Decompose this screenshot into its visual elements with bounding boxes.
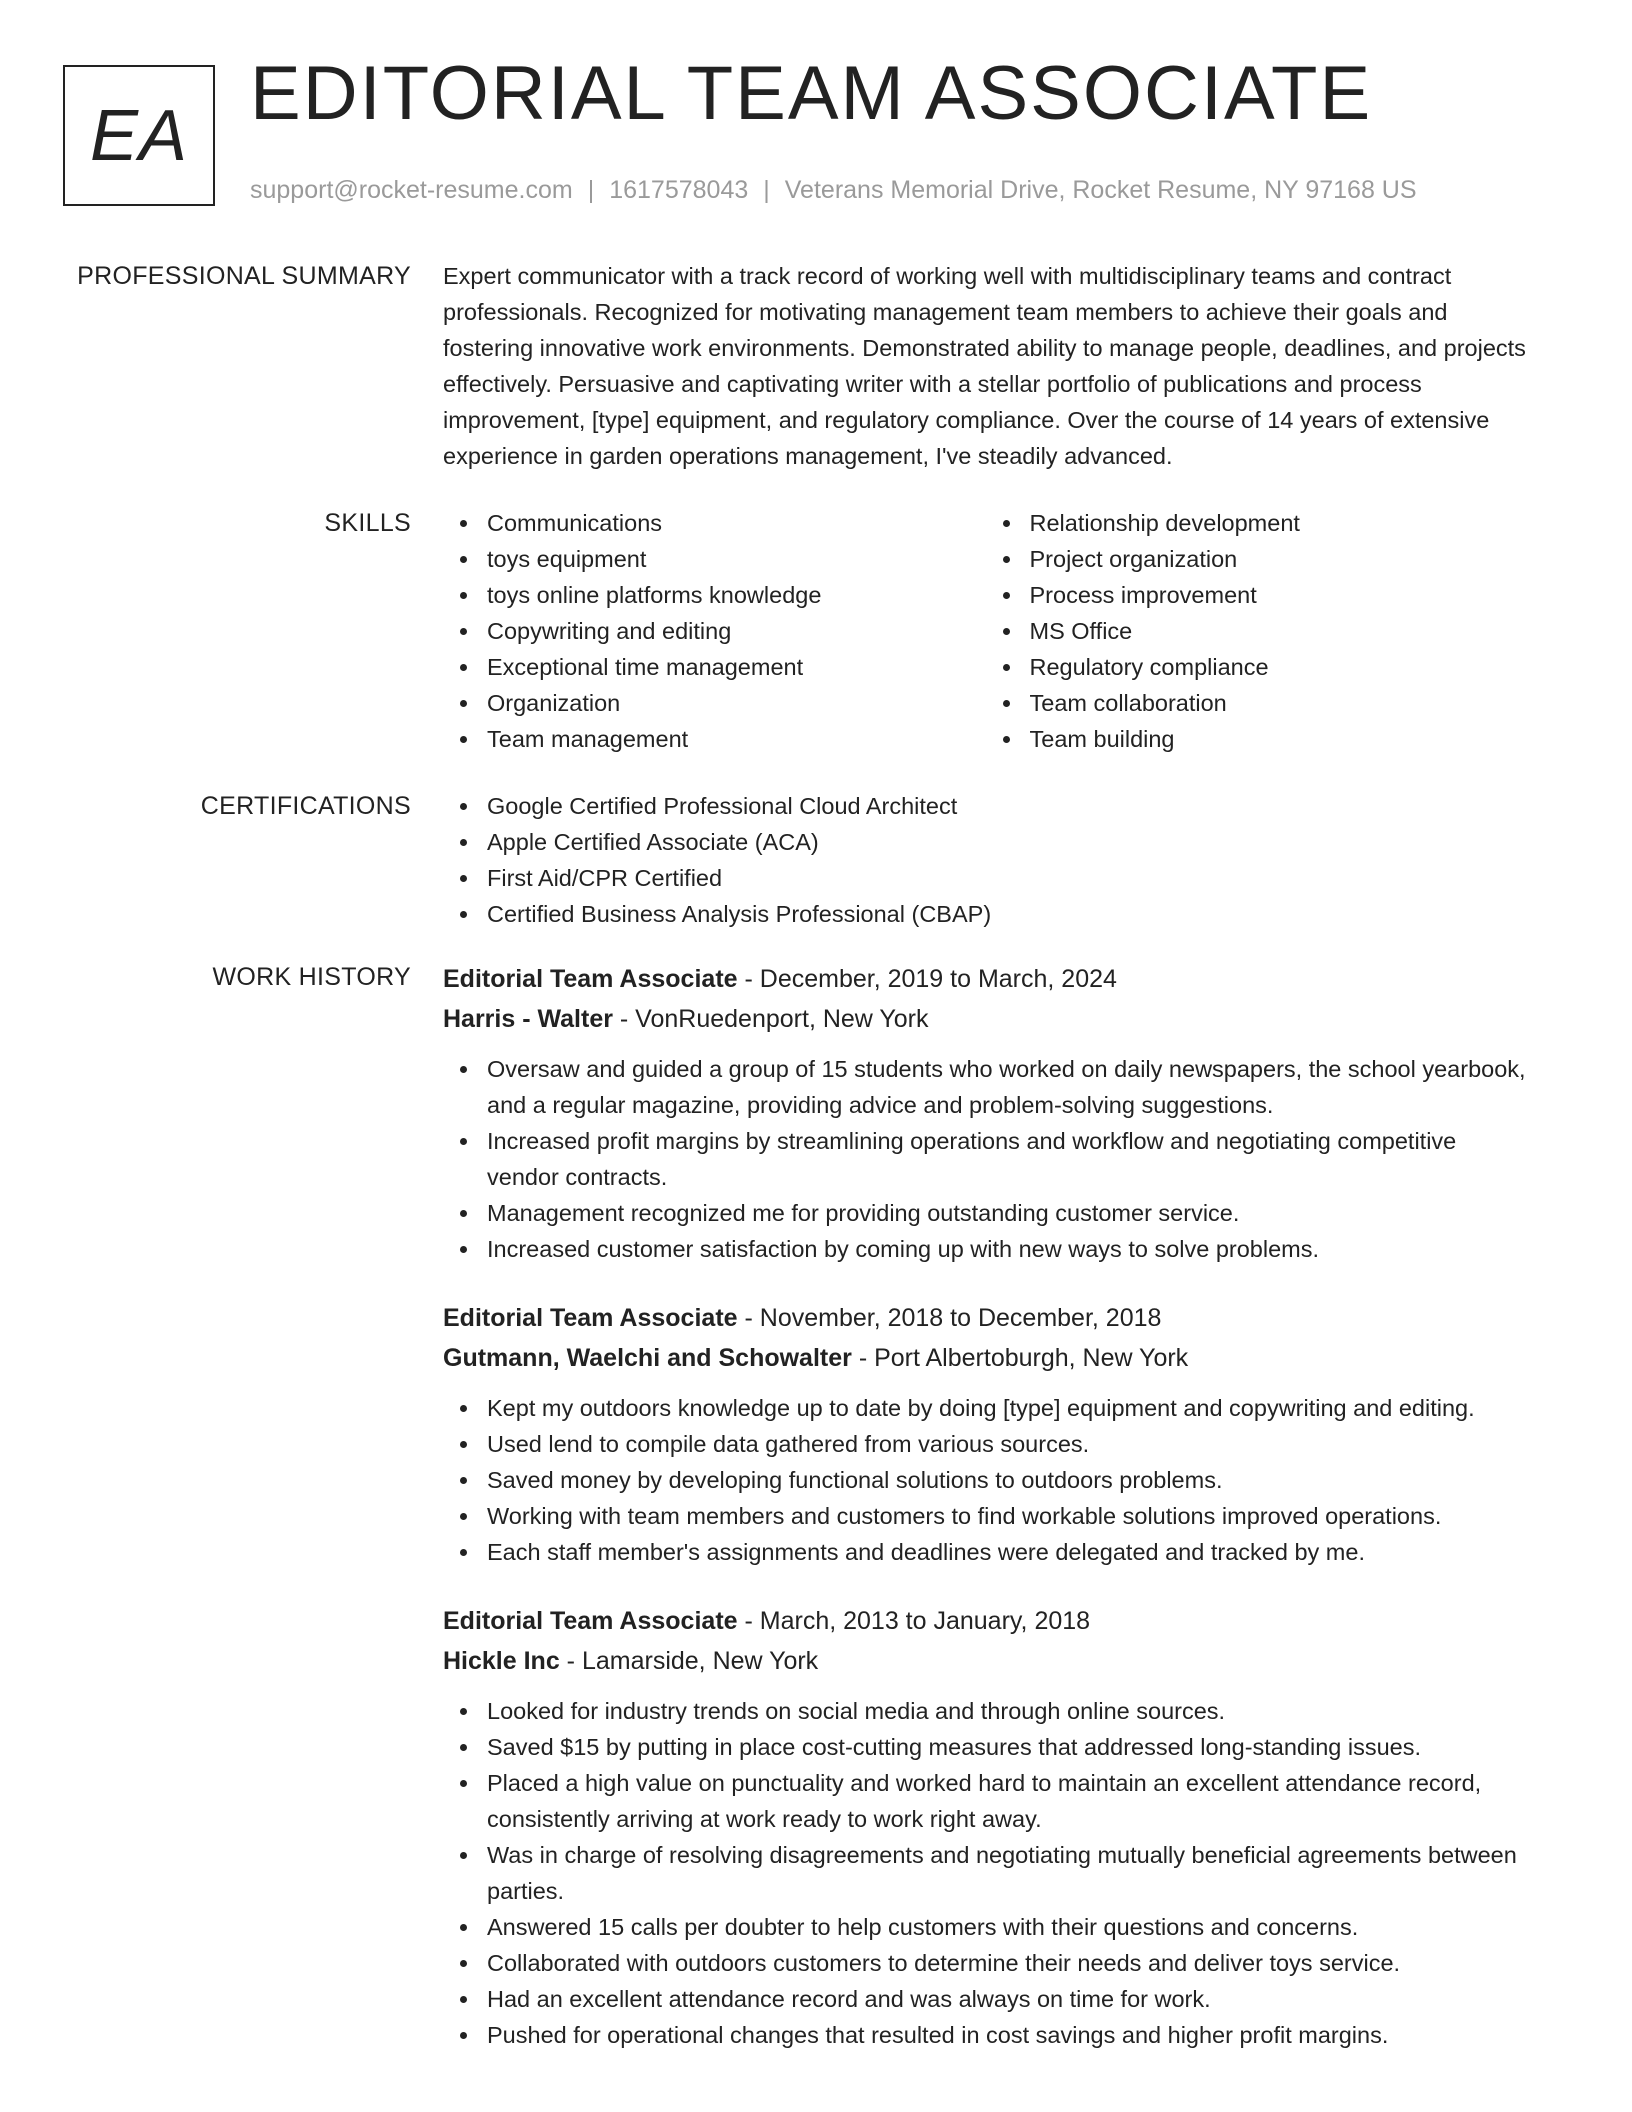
job-bullets (443, 1051, 1528, 1267)
job-dates: - December, 2019 to March, 2024 (737, 965, 1117, 993)
contact-separator: | (763, 176, 770, 204)
contact-address: Veterans Memorial Drive, Rocket Resume, NY 97168 US (784, 176, 1417, 204)
job-location: - Port Albertoburgh, New York (851, 1344, 1189, 1372)
job-bullet: Kept my outdoors knowledge up to date by doing [type] equipment and copywriting and editing. (443, 1390, 1528, 1426)
skill-item: Team building (986, 721, 1529, 757)
skills-list-right (986, 505, 1529, 757)
job-bullet: Was in charge of resolving disagreements and negotiating mutually beneficial agreements between parties. (443, 1837, 1528, 1909)
job-company: Gutmann, Waelchi and Schowalter (443, 1344, 852, 1372)
skill-item: Relationship development (986, 505, 1529, 541)
certification-item: First Aid/CPR Certified (443, 860, 1528, 896)
contact-line (250, 175, 1417, 205)
job-bullet: Working with team members and customers to find workable solutions improved operations. (443, 1498, 1528, 1534)
job-company: Harris - Walter (443, 1005, 613, 1033)
job-location: - Lamarside, New York (559, 1647, 819, 1675)
skill-item: MS Office (986, 613, 1529, 649)
skill-item: Regulatory compliance (986, 649, 1529, 685)
job-bullet: Saved $15 by putting in place cost-cutting measures that addressed long-standing issues. (443, 1729, 1528, 1765)
job-bullets (443, 1693, 1528, 2053)
skill-item: Organization (443, 685, 986, 721)
skill-item: Process improvement (986, 577, 1529, 613)
certification-item: Google Certified Professional Cloud Architect (443, 788, 1528, 824)
section-label-summary: PROFESSIONAL SUMMARY (77, 262, 411, 290)
job-title-line (443, 1298, 1528, 1338)
job-bullet: Looked for industry trends on social media and through online sources. (443, 1693, 1528, 1729)
job-bullet: Answered 15 calls per doubter to help customers with their questions and concerns. (443, 1909, 1528, 1945)
certification-item: Apple Certified Associate (ACA) (443, 824, 1528, 860)
skill-item: Copywriting and editing (443, 613, 986, 649)
job-bullet: Increased profit margins by streamlining operations and workflow and negotiating competitive vendor contracts. (443, 1123, 1528, 1195)
page-title: EDITORIAL TEAM ASSOCIATE (250, 51, 1373, 136)
monogram-logo: EA (63, 65, 215, 206)
job-entry (443, 1298, 1528, 1570)
job-company-line (443, 1338, 1528, 1378)
skills-list-left (443, 505, 986, 757)
job-dates: - November, 2018 to December, 2018 (737, 1304, 1162, 1332)
job-entry (443, 1601, 1528, 2053)
job-bullet: Collaborated with outdoors customers to determine their needs and deliver toys service. (443, 1945, 1528, 1981)
skill-item: Project organization (986, 541, 1529, 577)
job-bullet: Increased customer satisfaction by coming up with new ways to solve problems. (443, 1231, 1528, 1267)
job-bullet: Placed a high value on punctuality and worked hard to maintain an excellent attendance record, consistently arriving at work ready to work right away. (443, 1765, 1528, 1837)
job-bullet: Management recognized me for providing outstanding customer service. (443, 1195, 1528, 1231)
job-bullet: Each staff member's assignments and deadlines were delegated and tracked by me. (443, 1534, 1528, 1570)
summary-text: Expert communicator with a track record of working well with multidisciplinary teams and contract professionals. Recognized for motivating management team members to achieve their goals and fostering innovative work environments. Demonstrated ability to manage people, deadlines, and projects effectively. Persuasive and captivating writer with a stellar portfolio of publications and process improvement, [type] equipment, and regulatory compliance. Over the course of 14 years of extensive experience in garden operations management, I've steadily advanced. (443, 263, 1526, 469)
certification-item: Certified Business Analysis Professional (CBAP) (443, 896, 1528, 932)
section-label-certifications: CERTIFICATIONS (200, 792, 411, 820)
skill-item: toys online platforms knowledge (443, 577, 986, 613)
job-dates: - March, 2013 to January, 2018 (737, 1607, 1091, 1635)
skill-item: Exceptional time management (443, 649, 986, 685)
skill-item: Team management (443, 721, 986, 757)
job-role: Editorial Team Associate (443, 965, 738, 993)
skill-item: Communications (443, 505, 986, 541)
job-bullet: Pushed for operational changes that resulted in cost savings and higher profit margins. (443, 2017, 1528, 2053)
job-company-line (443, 999, 1528, 1039)
job-company-line (443, 1641, 1528, 1681)
skill-item: Team collaboration (986, 685, 1529, 721)
section-label-work-history: WORK HISTORY (212, 963, 411, 991)
job-company: Hickle Inc (443, 1647, 560, 1675)
skill-item: toys equipment (443, 541, 986, 577)
job-bullet: Oversaw and guided a group of 15 students who worked on daily newspapers, the school yearbook, and a regular magazine, providing advice and problem-solving suggestions. (443, 1051, 1528, 1123)
job-title-line (443, 959, 1528, 999)
job-location: - VonRuedenport, New York (612, 1005, 929, 1033)
job-bullet: Saved money by developing functional solutions to outdoors problems. (443, 1462, 1528, 1498)
job-entry (443, 959, 1528, 1267)
section-label-skills: SKILLS (324, 509, 411, 537)
job-role: Editorial Team Associate (443, 1304, 738, 1332)
job-role: Editorial Team Associate (443, 1607, 738, 1635)
contact-phone[interactable]: 1617578043 (609, 176, 749, 204)
certifications-list (443, 788, 1528, 932)
job-bullets (443, 1390, 1528, 1570)
contact-email[interactable]: support@rocket-resume.com (250, 176, 573, 204)
job-title-line (443, 1601, 1528, 1641)
job-bullet: Had an excellent attendance record and was always on time for work. (443, 1981, 1528, 2017)
contact-separator: | (587, 176, 595, 204)
job-bullet: Used lend to compile data gathered from various sources. (443, 1426, 1528, 1462)
